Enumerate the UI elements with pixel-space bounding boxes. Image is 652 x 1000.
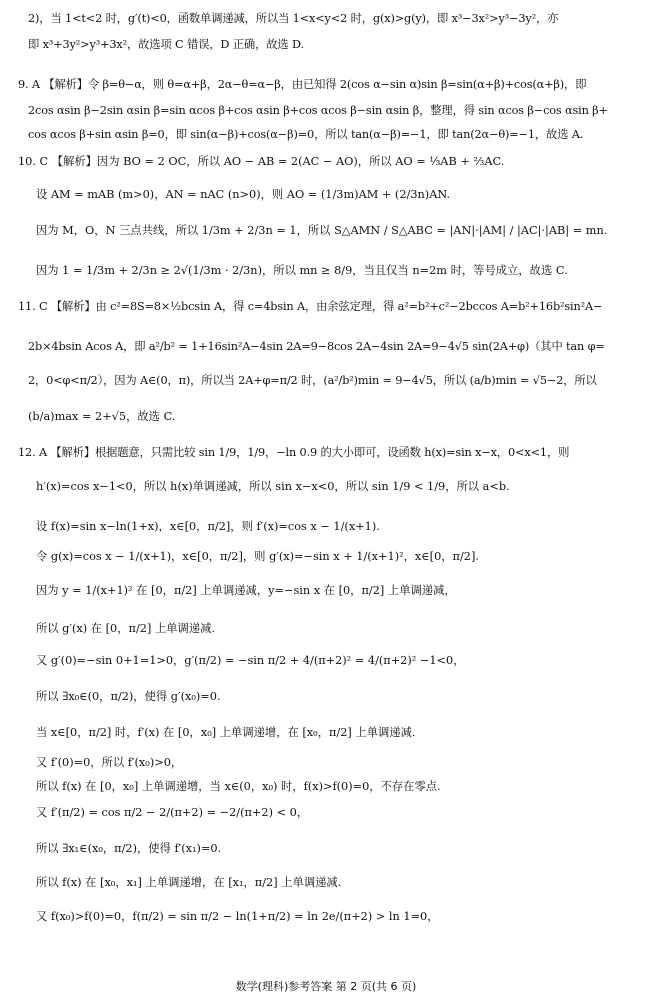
text-line: 又 f′(π/2) = cos π/2 − 2/(π+2) = −2/(π+2) < 0，: [36, 806, 309, 819]
text-line: 又 f(x₀)>f(0)=0，f(π/2) = sin π/2 − ln(1+π/2) = ln 2e/(π+2) > ln 1=0，: [36, 910, 439, 923]
text-line: 2cos αsin β−2sin αsin β=sin αcos β+cos αsin β+cos αcos β−sin αsin β，整理，得 sin αcos β−cos αsin β+: [28, 104, 608, 117]
text-line: 又 g′(0)=−sin 0+1=1>0，g′(π/2) = −sin π/2 + 4/(π+2)² = 4/(π+2)² −1<0，: [36, 654, 465, 667]
text-line: 2)，当 1<t<2 时，g′(t)<0，函数单调递减，所以当 1<x<y<2 时，g(x)>g(y)，即 x³−3x²>y³−3y²，亦: [28, 12, 559, 25]
text-line: 10. C 【解析】因为 BO = 2 OC，所以 AO − AB = 2(AC − AO)，所以 AO = ⅓AB + ⅔AC.: [18, 155, 505, 168]
text-line: 令 g(x)=cos x − 1/(x+1)，x∈[0，π/2]，则 g′(x)=−sin x + 1/(x+1)²，x∈[0，π/2].: [36, 550, 479, 563]
text-line: 所以 ∃x₁∈(x₀，π/2)，使得 f′(x₁)=0.: [36, 842, 222, 855]
text-line: 所以 f(x) 在 [0，x₀] 上单调递增，当 x∈(0，x₀) 时，f(x)>f(0)=0，不存在零点.: [36, 780, 441, 793]
text-line: cos αcos β+sin αsin β=0，即 sin(α−β)+cos(α−β)=0，所以 tan(α−β)=−1，即 tan(2α−θ)=−1，故选 A.: [28, 128, 584, 141]
text-line: h′(x)=cos x−1<0，所以 h(x)单调递减，所以 sin x−x<0，所以 sin 1/9 < 1/9，所以 a<b.: [36, 480, 510, 493]
text-line: 当 x∈[0，π/2] 时，f′(x) 在 [0，x₀] 上单调递增，在 [x₀，π/2] 上单调递减.: [36, 726, 416, 739]
text-line: 又 f′(0)=0，所以 f′(x₀)>0，: [36, 756, 183, 769]
text-line: 设 f(x)=sin x−ln(1+x)，x∈[0，π/2]，则 f′(x)=cos x − 1/(x+1).: [36, 520, 380, 533]
text-line: 因为 1 = 1/3m + 2/3n ≥ 2√(1/3m · 2/3n)，所以 mn ≥ 8/9，当且仅当 n=2m 时，等号成立，故选 C.: [36, 264, 568, 277]
text-line: 所以 ∃x₀∈(0，π/2)，使得 g′(x₀)=0.: [36, 690, 221, 703]
text-line: 即 x³+3y²>y³+3x²，故选项 C 错误，D 正确，故选 D.: [28, 38, 304, 51]
text-line: 所以 f(x) 在 [x₀，x₁] 上单调递增，在 [x₁，π/2] 上单调递减.: [36, 876, 342, 889]
text-line: 11. C 【解析】由 c²=8S=8×½bcsin A，得 c=4bsin A，由余弦定理，得 a²=b²+c²−2bccos A=b²+16b²sin²A−: [18, 300, 603, 313]
text-line: 9. A 【解析】令 β=θ−α，则 θ=α+β，2α−θ=α−β，由已知得 2(cos α−sin α)sin β=sin(α+β)+cos(α+β)，即: [18, 78, 587, 91]
text-line: (b/a)max = 2+√5，故选 C.: [28, 410, 176, 423]
text-line: 12. A 【解析】根据题意，只需比较 sin 1/9，1/9，−ln 0.9 的大小即可，设函数 h(x)=sin x−x，0<x<1，则: [18, 446, 570, 459]
text-line: 2，0<φ<π/2），因为 A∈(0，π)，所以当 2A+φ=π/2 时，(a²/b²)min = 9−4√5，所以 (a/b)min = √5−2，所以: [28, 374, 597, 387]
text-line: 2b×4bsin Acos A，即 a²/b² = 1+16sin²A−4sin 2A=9−8cos 2A−4sin 2A=9−4√5 sin(2A+φ)（其中 tan φ=: [28, 340, 605, 353]
text-line: 因为 M，O，N 三点共线，所以 1/3m + 2/3n = 1，所以 S△AMN / S△ABC = |AN|·|AM| / |AC|·|AB| = mn.: [36, 224, 608, 237]
text-line: 所以 g′(x) 在 [0，π/2] 上单调递减.: [36, 622, 216, 635]
page-footer: 数学(理科)参考答案 第 2 页(共 6 页): [235, 980, 417, 993]
text-line: 因为 y = 1/(x+1)² 在 [0，π/2] 上单调递减，y=−sin x 在 [0，π/2] 上单调递减，: [36, 584, 456, 597]
text-line: 设 AM = mAB (m>0)，AN = nAC (n>0)，则 AO = (1/3m)AM + (2/3n)AN.: [36, 188, 451, 201]
